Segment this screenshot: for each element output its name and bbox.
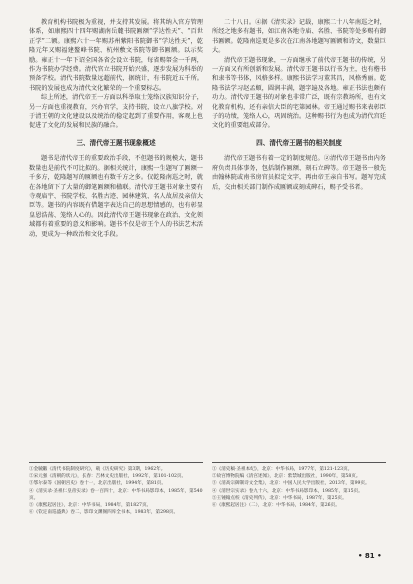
footnote: ③鄂尔泰等《国朝宫史》卷十一，北京出版社，1994年，第81页。 [29,481,166,487]
footnote: ①《清史稿·圣祖本纪》，北京：中华书局，1977年，第121-123页。 [212,467,353,472]
footnote: ①金毓黻《清代书院制度研究》，载《历史研究》第3期，1962年。 [29,467,166,472]
left-paragraph-3: 题书是清代帝王的重要政治手段，不但题书的规模大，题书数量也是前代不可比拟的。据相关统计，康熙一生题写了匾额一千多方，乾隆题写的匾额也有数千方之多。仅乾隆南巡之时，就在各地留下了大量的御笔匾额和楹联。清代帝王题书对象主要有寺观庙宇、书院学校、名胜古迹、园林建筑、名人故居及亲信大臣等。题书的内容既有借题字表达自己的思想情感的，也有彰显皇恩浩荡、笼络人心的。因此清代帝王题书现象在政治、文化领域都有着重要的意义和影响。题书不仅是帝王个人的书法艺术活动，更成为一种政治和文化手段。 [29,155,203,238]
right-paragraph-1: 二十八日。④据《清实录》记载，康熙二十八年南巡之时，所经之地多有题书，如江南各地寺庙、名胜、书院等处多赐有御书匾额。乾隆南巡更是多次在江南各地题写匾额和诗文，数量巨大。 [212,19,386,55]
footnote: ⑥《钦定南巡盛典》卷二，影印文渊阁四库全书本，1983年，第298页。 [29,510,179,516]
right-paragraph-3: 清代帝王题书有着一定的制度规范。②清代帝王题书由内务府负责具体事务，包括制作匾额、刻石立碑等。帝王题书一般先由翰林院或南书房官员拟定文字，再由帝王亲自书写。题写完成后，交由相关部门制作成匾额或刻成碑石，赐予受书者。 [212,155,386,191]
right-column [212,18,386,192]
page-number: • 81 • [358,552,382,560]
left-column [29,18,203,239]
footnote: ⑤《康熙起居注》，北京：中华书局，1984年，第1827页。 [29,503,152,509]
footnote: ⑥《康熙起居注》（二），北京：中华书局，1984年，第26页。 [212,503,340,509]
footnotes-right [212,462,386,509]
footnotes-left [29,462,203,516]
left-paragraph-2: 综上所述，清代帝王一方面以科举取士笼络汉族知识分子，另一方面也重视教育，兴办官学，支持书院，设立八旗学校。对于清王朝的文化建设以及统治的稳定起到了重要作用，客观上也促进了文化的发展和民族的融合。 [29,94,203,130]
footnote: ④《清世宗实录》卷九十六，北京：中华书局影印本，1985年，第15页。 [212,488,363,494]
footnote: ④《清实录·圣祖仁皇帝实录》卷一百四十，北京：中华书局影印本，1985年，第540页。 [29,488,203,501]
footnote: ⑤王锺翰点校《清史列传》，北京：中华书局，1987年，第25页。 [212,495,347,501]
footnote: ②宋元强《清朝的状元》，长春：吉林文史出版社，1992年，第101-102页。 [29,474,187,480]
footnote: ②故宫博物院编《清宫述闻》，北京：紫禁城出版社，1990年，第58页。 [212,474,361,480]
section-heading-3: 三、清代帝王题书现象概述 [76,138,156,147]
section-heading-4: 四、清代帝王题书的相关制度 [256,138,342,147]
right-paragraph-2: 清代帝王题书现象，一方面继承了前代帝王题书的传统，另一方面又有所创新和发展。清代帝王题书以行书为主，也有楷书和隶书等书体，风格多样。康熙书法学习董其昌，风格秀丽。乾隆书法学习赵孟頫，圆润丰满，题字遍及各地。雍正书法也颇有功力。清代帝王题书的对象也非常广泛，既有宗教场所，也有文化教育机构，还有亲信大臣的宅第园林。帝王通过赐书来表彰臣子的功绩，笼络人心，巩固统治。这种赐书行为也成为清代宫廷文化的重要组成部分。 [212,56,386,130]
footnote: ③《清高宗御制诗文全集》，北京：中国人民大学出版社，2013年，第99页。 [212,481,370,487]
left-paragraph-1: 教育机构书院极为重视，并支持其发展。将其纳入官方管理体系，如康熙四十四年赐湖南岳麓书院匾额“学达性天”、“百世正学”二额。康熙六十一年赐苏州紫阳书院御书“学达性天”，乾隆元年又赐福建鳌峰书院、杭州敷文书院等御书匾额。以示奖励。雍正十一年下诏全国各省会设立书院，每省赐帑金一千两，作为书院办学经费。清代官立书院开始兴盛，逐步发展为科举的预备学校。清代书院数量远超前代，据统计，有书院近五千所。书院的发展也成为清代文化繁荣的一个重要标志。 [29,19,203,92]
